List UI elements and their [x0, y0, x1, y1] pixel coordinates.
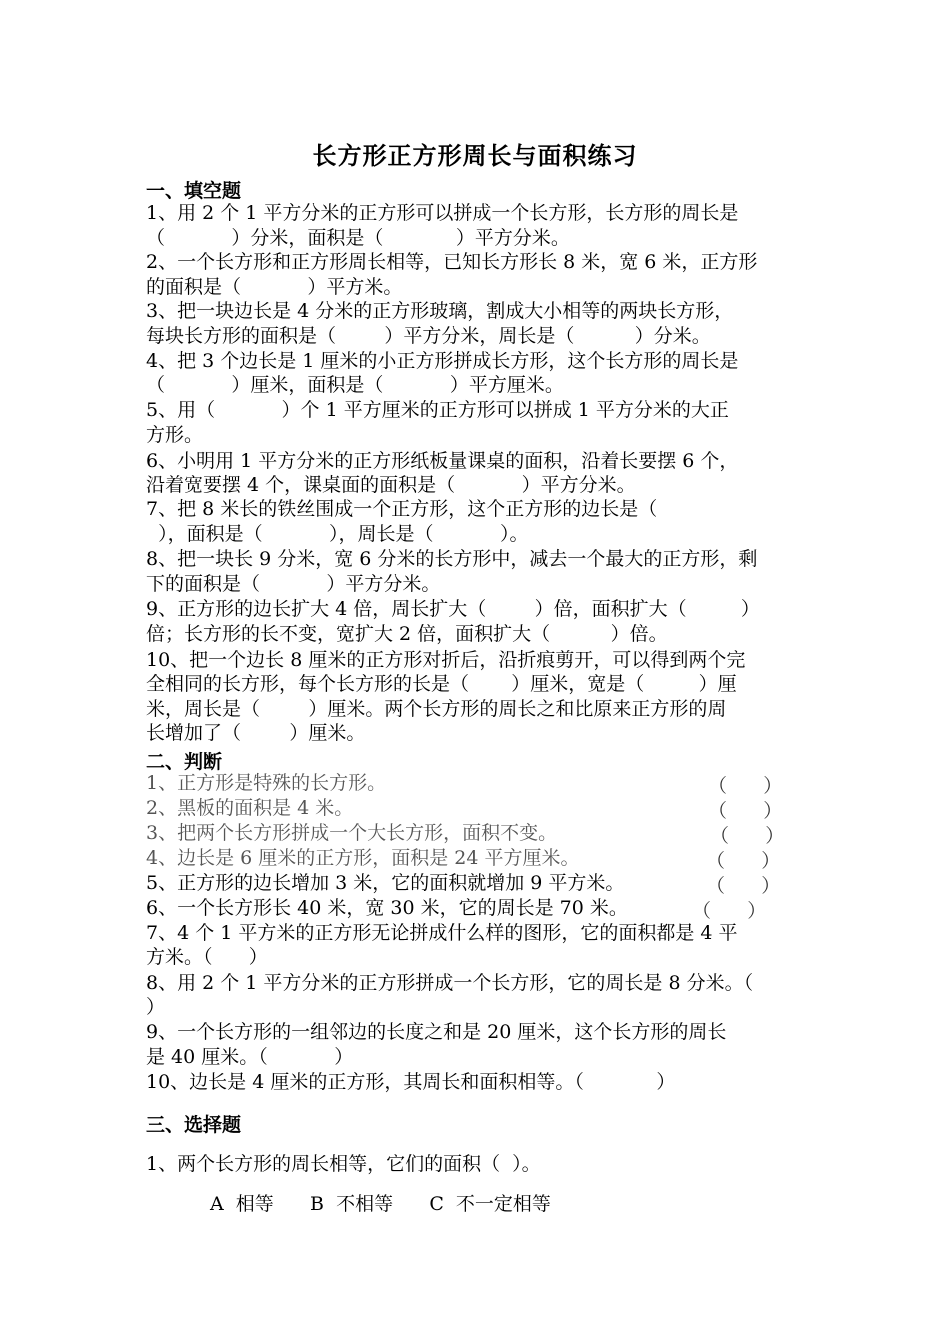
judge-statement: 5、正方形的边长增加 3 米，它的面积就增加 9 平方米。: [146, 872, 625, 894]
judge-answer-paren: （ ）: [692, 900, 767, 922]
fill-line: 每块长方形的面积是（ ）平方分米，周长是（ ）分米。: [146, 325, 711, 347]
section-fill-heading: 一、填空题: [146, 180, 242, 202]
fill-line: 10、把一个边长 8 厘米的正方形对折后，沿折痕剪开，可以得到两个完: [146, 649, 746, 671]
fill-line: 4、把 3 个边长是 1 厘米的小正方形拼成长方形，这个长方形的周长是: [146, 350, 739, 372]
judge-statement: 2、黑板的面积是 4 米。: [146, 797, 354, 819]
fill-line: 8、把一块长 9 分米，宽 6 分米的长方形中，减去一个最大的正方形，剩: [146, 548, 758, 570]
fill-line: ），面积是（ ），周长是（ ）。: [146, 523, 529, 545]
judge-statement: 1、正方形是特殊的长方形。: [146, 772, 387, 794]
fill-line: 9、正方形的边长扩大 4 倍，周长扩大（ ）倍，面积扩大（ ）: [146, 598, 760, 620]
judge-line: 9、一个长方形的一组邻边的长度之和是 20 厘米，这个长方形的周长: [146, 1021, 727, 1043]
fill-line: 沿着宽要摆 4 个，课桌面的面积是（ ）平方分米。: [146, 474, 636, 496]
choice-options: A 相等 B 不相等 C 不一定相等: [210, 1193, 551, 1215]
fill-line: 3、把一块边长是 4 分米的正方形玻璃，割成大小相等的两块长方形，: [146, 300, 734, 322]
section-judge-heading: 二、判断: [146, 751, 223, 773]
judge-statement: 6、一个长方形长 40 米，宽 30 米，它的周长是 70 米。: [146, 897, 628, 919]
judge-line: 10、边长是 4 厘米的正方形，其周长和面积相等。（ ）: [146, 1071, 676, 1093]
fill-line: 6、小明用 1 平方分米的正方形纸板量课桌的面积，沿着长要摆 6 个，: [146, 450, 739, 472]
fill-line: 倍；长方形的长不变，宽扩大 2 倍，面积扩大（ ）倍。: [146, 623, 668, 645]
judge-line: 7、4 个 1 平方米的正方形无论拼成什么样的图形，它的面积都是 4 平: [146, 922, 738, 944]
judge-line: 方米。（ ）: [146, 946, 268, 968]
judge-line: ）: [146, 996, 166, 1018]
judge-answer-paren: （ ）: [706, 850, 781, 872]
fill-line: 米，周长是（ ）厘米。两个长方形的周长之和比原来正方形的周: [146, 698, 727, 720]
fill-line: （ ）分米，面积是（ ）平方分米。: [146, 227, 570, 249]
fill-line: 7、把 8 米长的铁丝围成一个正方形，这个正方形的边长是（: [146, 498, 658, 520]
judge-statement: 4、边长是 6 厘米的正方形，面积是 24 平方厘米。: [146, 847, 580, 869]
fill-line: 2、一个长方形和正方形周长相等，已知长方形长 8 米，宽 6 米，正方形: [146, 251, 758, 273]
judge-answer-paren: （ ）: [706, 875, 781, 897]
fill-line: （ ）厘米，面积是（ ）平方厘米。: [146, 374, 564, 396]
fill-line: 的面积是（ ）平方米。: [146, 276, 403, 298]
fill-line: 方形。: [146, 424, 204, 446]
section-choice-heading: 三、选择题: [146, 1114, 242, 1136]
choice-question: 1、两个长方形的周长相等，它们的面积（ ）。: [146, 1153, 541, 1175]
judge-answer-paren: （ ）: [708, 800, 783, 822]
page-title: 长方形正方形周长与面积练习: [312, 142, 638, 170]
judge-line: 8、用 2 个 1 平方分米的正方形拼成一个长方形，它的周长是 8 分米。（: [146, 972, 754, 994]
judge-line: 是 40 厘米。（ ）: [146, 1046, 354, 1068]
fill-line: 长增加了（ ）厘米。: [146, 722, 366, 744]
judge-answer-paren: （ ）: [710, 825, 785, 847]
fill-line: 5、用（ ）个 1 平方厘米的正方形可以拼成 1 平方分米的大正: [146, 399, 729, 421]
fill-line: 下的面积是（ ）平方分米。: [146, 573, 441, 595]
judge-answer-paren: （ ）: [708, 775, 783, 797]
fill-line: 1、用 2 个 1 平方分米的正方形可以拼成一个长方形，长方形的周长是: [146, 202, 739, 224]
fill-line: 全相同的长方形，每个长方形的长是（ ）厘米，宽是（ ）厘: [146, 673, 737, 695]
judge-statement: 3、把两个长方形拼成一个大长方形，面积不变。: [146, 822, 558, 844]
